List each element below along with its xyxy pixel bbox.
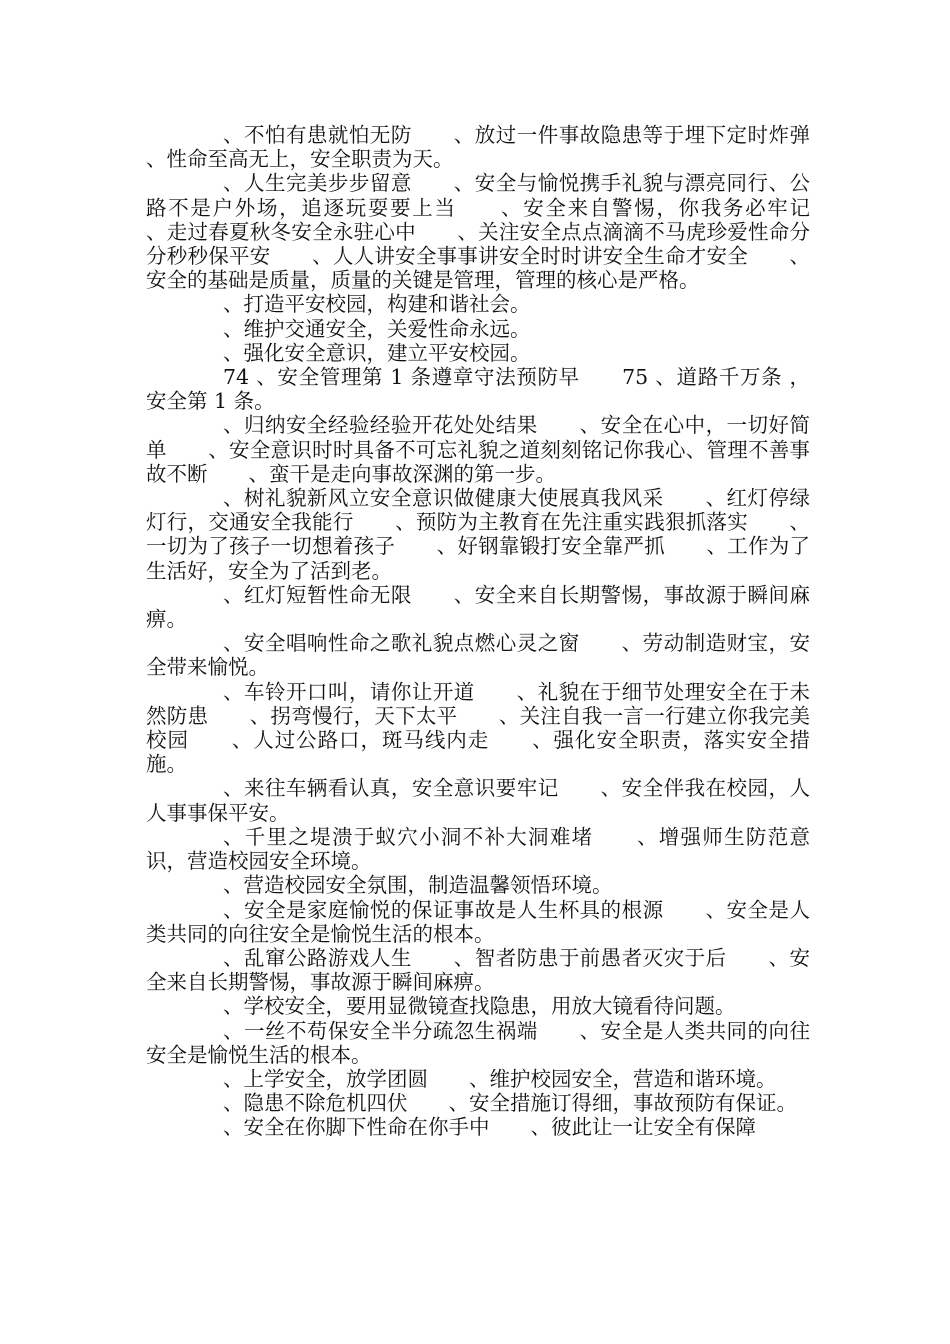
document-body bbox=[146, 123, 851, 1140]
paragraph: 、打造平安校园，构建和谐社会。 bbox=[223, 292, 531, 317]
paragraph: 、安全唱响性命之歌礼貌点燃心灵之窗 、劳动制造财宝，安全带来愉悦。 bbox=[146, 631, 810, 680]
paragraph: 、维护交通安全，关爱性命永远。 bbox=[223, 316, 531, 341]
paragraph: 、隐患不除危机四伏 、安全措施订得细，事故预防有保证。 bbox=[223, 1091, 797, 1116]
paragraph: 、来往车辆看认真，安全意识要牢记 、安全伴我在校园，人人事事保平安。 bbox=[146, 776, 810, 825]
paragraph: 、车铃开口叫，请你让开道 、礼貌在于细节处理安全在于未然防患 、拐弯慢行，天下太平 、关注自我一言一行建立你我完美校园 、人过公路口，斑马线内走 、强化安全职责，落实安全措施。 bbox=[146, 679, 810, 777]
paragraph: 、上学安全，放学团圆 、维护校园安全，营造和谐环境。 bbox=[223, 1066, 777, 1091]
paragraph: 74 、安全管理第 1 条遵章守法预防早 75 、道路千万条 ， 安全第 1 条。 bbox=[146, 365, 817, 414]
paragraph: 、营造校园安全氛围，制造温馨领悟环境。 bbox=[223, 873, 613, 898]
paragraph: 、一丝不苟保安全半分疏忽生祸端 、安全是人类共同的向往安全是愉悦生活的根本。 bbox=[146, 1018, 810, 1067]
paragraph: 、乱窜公路游戏人生 、智者防患于前愚者灭灾于后 、安全来自长期警惕，事故源于瞬间麻痹。 bbox=[146, 945, 810, 995]
paragraph: 、安全是家庭愉悦的保证事故是人生杯具的根源 、安全是人类共同的向往安全是愉悦生活的根本。 bbox=[146, 897, 810, 946]
paragraph: 、千里之堤溃于蚁穴小洞不补大洞难堵 、增强师生防范意识，营造校园安全环境。 bbox=[146, 824, 810, 874]
paragraph: 、人生完美步步留意 、安全与愉悦携手礼貌与漂亮同行、公路不是户外场，追逐玩耍要上当 、安全来自警惕，你我务必牢记 、走过春夏秋冬安全永驻心中 、关注安全点点滴滴不马虎珍爱性命分分秒秒保平安 、人人讲安全事事讲安全时时讲安全生命才安全 、安全的基础是质量，质量的关键是管理，管理的核心是严格。 bbox=[146, 171, 851, 293]
paragraph: 、红灯短暂性命无限 、安全来自长期警惕，事故源于瞬间麻痹。 bbox=[146, 582, 810, 632]
paragraph: 、归纳安全经验经验开花处处结果 、安全在心中，一切好简单 、安全意识时时具备不可忘礼貌之道刻刻铭记你我心、管理不善事故不断 、蛮干是走向事故深渊的第一步。 bbox=[146, 413, 810, 486]
paragraph: 、安全在你脚下性命在你手中 、彼此让一让安全有保障 bbox=[223, 1115, 756, 1140]
paragraph: 、学校安全，要用显微镜查找隐患，用放大镜看待问题。 bbox=[223, 994, 736, 1019]
paragraph: 、树礼貌新风立安全意识做健康大使展真我风采 、红灯停绿灯行，交通安全我能行 、预防为主教育在先注重实践狠抓落实 、一切为了孩子一切想着孩子 、好钢靠锻打安全靠严抓 、工作为了生活好，安全为了活到老。 bbox=[146, 486, 810, 583]
paragraph: 、不怕有患就怕无防 、放过一件事故隐患等于埋下定时炸弹 、性命至高无上，安全职责为天。 bbox=[146, 123, 851, 172]
paragraph: 、强化安全意识，建立平安校园。 bbox=[223, 340, 531, 365]
